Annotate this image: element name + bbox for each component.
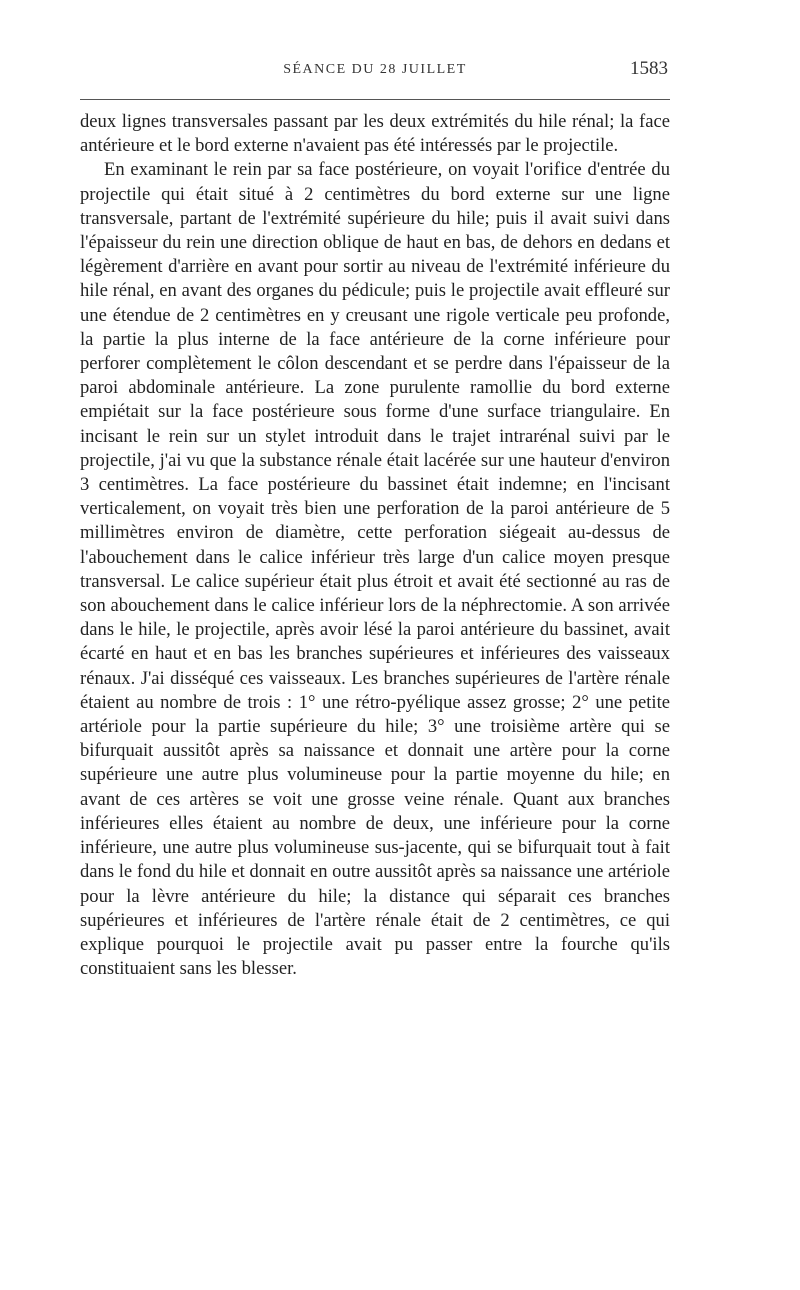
paragraph-continuation: deux lignes transversales passant par les deux extrémités du hile rénal; la face antérieure et le bord externe n'avaient pas été intéressés par le projectile. (80, 111, 670, 157)
page-header (80, 58, 670, 86)
paragraph-main: En examinant le rein par sa face postérieure, on voyait l'orifice d'entrée du projectile qui était situé à 2 centimètres du bord externe sur une ligne transversale, partant de l'extrémité supérieure du hile; puis il avait suivi dans l'épaisseur du rein une direction oblique de haut en bas, de dehors en dedans et légèrement d'arrière en avant pour sortir au niveau de l'extrémité inférieure du hile rénal, en avant des organes du pédicule; puis le projectile avait effleuré sur une étendue de 2 centimètres en y creusant une rigole verticale peu profonde, la partie la plus interne de la face antérieure de la corne inférieure pour perforer complètement le côlon descendant et se perdre dans l'épaisseur de la paroi abdominale antérieure. La zone purulente ramollie du bord externe empiétait sur la face postérieure sous forme d'une surface triangulaire. En incisant le rein sur un stylet introduit dans le trajet intrarénal suivi par le projectile, j'ai vu que la substance rénale était lacérée sur une hauteur d'environ 3 centimètres. La face postérieure du bassinet était indemne; en l'incisant verticalement, on voyait très bien une perforation de la paroi antérieure de 5 millimètres environ de diamètre, cette perforation siégeait au-dessus de l'abouchement dans le calice inférieur très large d'un calice moyen presque transversal. Le calice supérieur était plus étroit et avait été sectionné au ras de son abouchement dans le calice inférieur lors de la néphrectomie. A son arrivée dans le hile, le projectile, après avoir lésé la paroi antérieure du bassinet, avait écarté en haut et en bas les branches supérieures et inférieures des vaisseaux rénaux. J'ai disséqué ces vaisseaux. Les branches supérieures de l'artère rénale étaient au nombre de trois : 1° une rétro-pyélique assez grosse; 2° une petite artériole pour la partie supérieure du hile; 3° une troisième artère qui se bifurquait aussitôt après sa naissance et donnait une artère pour la corne supérieure une autre plus volumineuse pour la partie moyenne du hile; en avant de ces artères se voit une grosse veine rénale. Quant aux branches inférieures elles étaient au nombre de deux, une inférieure pour la corne inférieure, une autre plus volumineuse sus-jacente, qui se bifurquait tout à fait dans le fond du hile et donnait en outre aussitôt après sa naissance une artériole pour la lèvre antérieure du hile; la distance qui séparait ces branches supérieures et inférieures de l'artère rénale était de 2 centimètres, ce qui explique pourquoi le projectile avait pu passer entre la fourche qu'ils constituaient sans les blesser. (80, 159, 670, 980)
header-rule (80, 99, 670, 100)
body-text (80, 110, 670, 981)
running-title: SÉANCE DU 28 JUILLET (283, 62, 467, 77)
page-number: 1583 (630, 58, 668, 79)
